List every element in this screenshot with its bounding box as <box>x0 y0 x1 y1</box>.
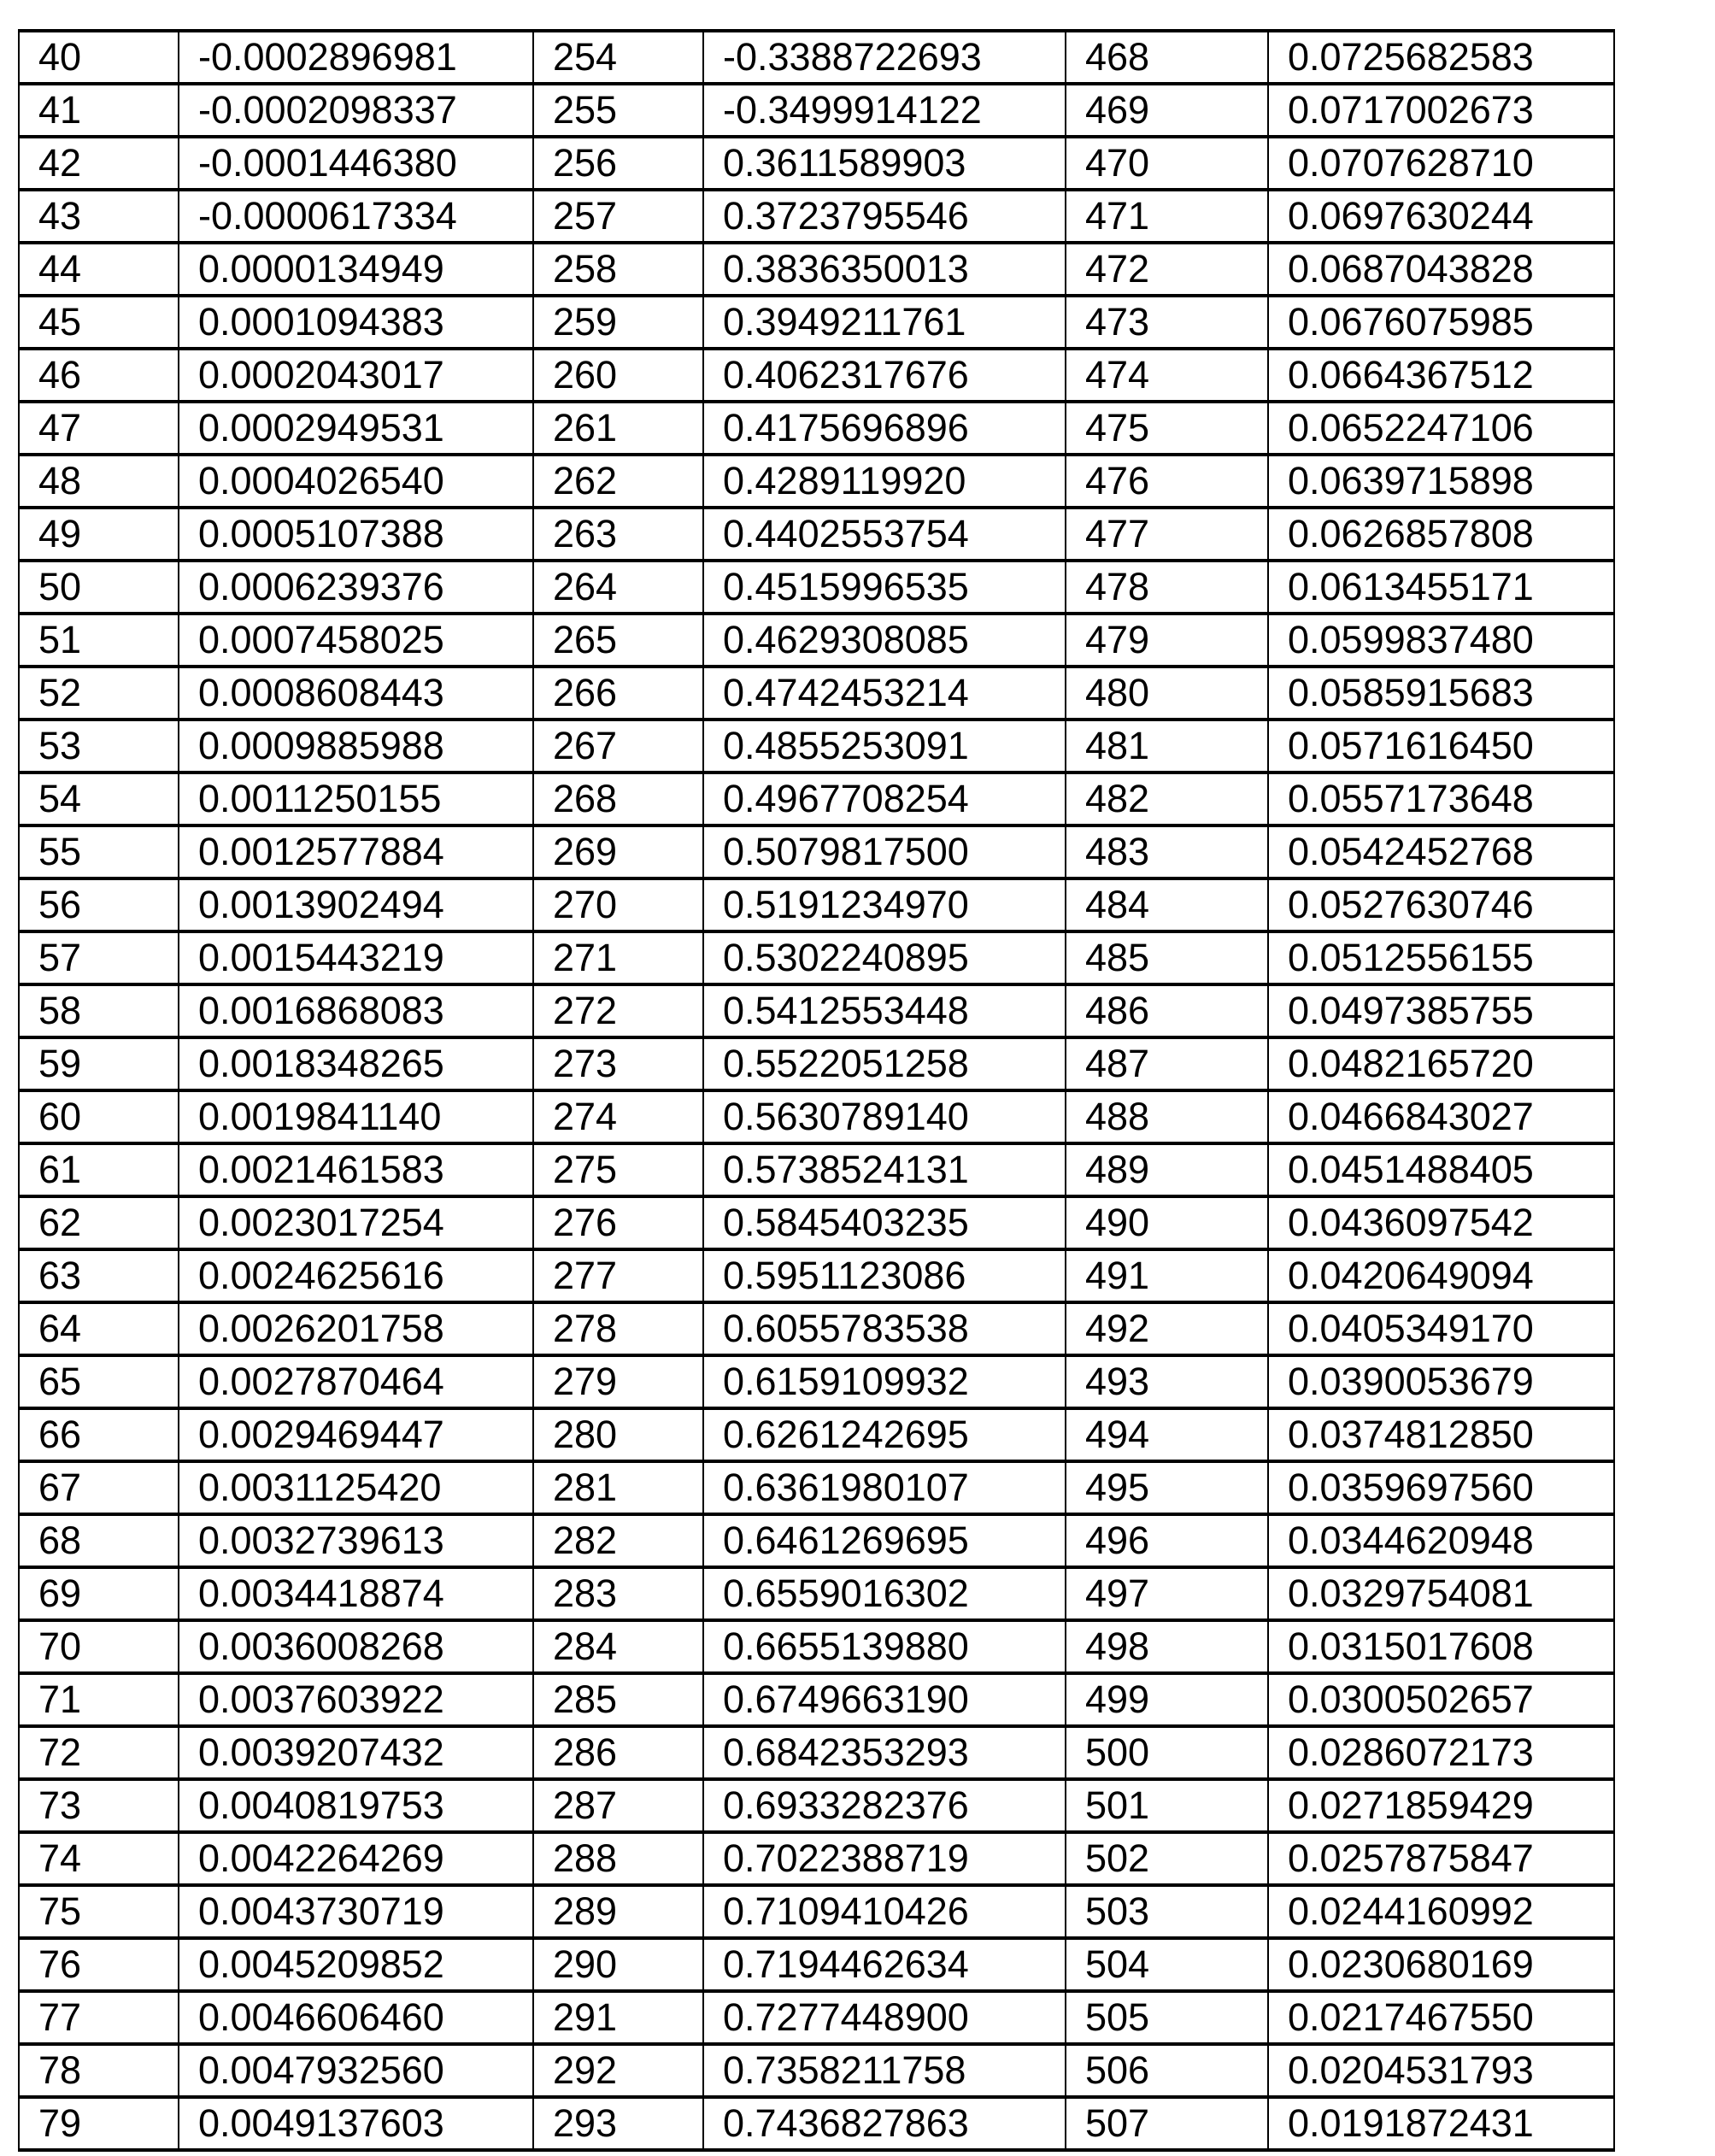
index-cell: 281 <box>533 1461 703 1514</box>
index-cell: 499 <box>1066 1673 1268 1726</box>
index-cell: 472 <box>1066 243 1268 296</box>
value-cell: 0.4402553754 <box>703 508 1066 561</box>
table-row <box>19 2097 1614 2150</box>
value-cell: 0.0012577884 <box>179 825 533 878</box>
value-cell: 0.5191234970 <box>703 878 1066 931</box>
index-cell: 256 <box>533 137 703 190</box>
index-cell: 502 <box>1066 1832 1268 1885</box>
value-cell: 0.5738524131 <box>703 1143 1066 1196</box>
table-row <box>19 1196 1614 1249</box>
value-cell: 0.0725682583 <box>1268 31 1614 84</box>
index-cell: 485 <box>1066 931 1268 984</box>
index-cell: 57 <box>19 931 179 984</box>
value-cell: 0.0420649094 <box>1268 1249 1614 1302</box>
index-cell: 471 <box>1066 190 1268 243</box>
table-row <box>19 878 1614 931</box>
index-cell: 52 <box>19 667 179 720</box>
value-cell: 0.0482165720 <box>1268 1037 1614 1090</box>
index-cell: 254 <box>533 31 703 84</box>
table-row <box>19 1037 1614 1090</box>
value-cell: 0.0016868083 <box>179 984 533 1037</box>
value-cell: 0.0542452768 <box>1268 825 1614 878</box>
index-cell: 48 <box>19 455 179 508</box>
table-row <box>19 190 1614 243</box>
value-cell: 0.6559016302 <box>703 1567 1066 1620</box>
index-cell: 491 <box>1066 1249 1268 1302</box>
index-cell: 73 <box>19 1779 179 1832</box>
index-cell: 279 <box>533 1355 703 1408</box>
index-cell: 477 <box>1066 508 1268 561</box>
index-cell: 292 <box>533 2044 703 2097</box>
index-cell: 79 <box>19 2097 179 2150</box>
index-cell: 475 <box>1066 402 1268 455</box>
index-cell: 274 <box>533 1090 703 1143</box>
value-cell: 0.6933282376 <box>703 1779 1066 1832</box>
index-cell: 72 <box>19 1726 179 1779</box>
value-cell: 0.0039207432 <box>179 1726 533 1779</box>
table-row <box>19 1726 1614 1779</box>
value-cell: 0.0009885988 <box>179 720 533 773</box>
table-row <box>19 1832 1614 1885</box>
value-cell: 0.4629308085 <box>703 614 1066 667</box>
value-cell: 0.0004026540 <box>179 455 533 508</box>
value-cell: 0.0000134949 <box>179 243 533 296</box>
index-cell: 63 <box>19 1249 179 1302</box>
value-cell: 0.0626857808 <box>1268 508 1614 561</box>
table-row <box>19 455 1614 508</box>
index-cell: 53 <box>19 720 179 773</box>
index-cell: 476 <box>1066 455 1268 508</box>
index-cell: 50 <box>19 561 179 614</box>
value-cell: 0.0002949531 <box>179 402 533 455</box>
index-cell: 272 <box>533 984 703 1037</box>
value-cell: -0.0002098337 <box>179 84 533 137</box>
index-cell: 259 <box>533 296 703 349</box>
index-cell: 60 <box>19 1090 179 1143</box>
index-cell: 291 <box>533 1991 703 2044</box>
value-cell: 0.0018348265 <box>179 1037 533 1090</box>
value-cell: 0.0436097542 <box>1268 1196 1614 1249</box>
value-cell: 0.0019841140 <box>179 1090 533 1143</box>
table-row <box>19 2044 1614 2097</box>
value-cell: 0.5951123086 <box>703 1249 1066 1302</box>
value-cell: 0.0344620948 <box>1268 1514 1614 1567</box>
value-cell: 0.4289119920 <box>703 455 1066 508</box>
value-cell: 0.6842353293 <box>703 1726 1066 1779</box>
table-row <box>19 614 1614 667</box>
table-row <box>19 984 1614 1037</box>
value-cell: 0.0034418874 <box>179 1567 533 1620</box>
value-cell: 0.7277448900 <box>703 1991 1066 2044</box>
index-cell: 478 <box>1066 561 1268 614</box>
value-cell: 0.5412553448 <box>703 984 1066 1037</box>
table-body <box>19 31 1614 2150</box>
value-cell: 0.0315017608 <box>1268 1620 1614 1673</box>
index-cell: 283 <box>533 1567 703 1620</box>
value-cell: 0.0687043828 <box>1268 243 1614 296</box>
value-cell: 0.0300502657 <box>1268 1673 1614 1726</box>
value-cell: 0.0037603922 <box>179 1673 533 1726</box>
index-cell: 71 <box>19 1673 179 1726</box>
value-cell: 0.5302240895 <box>703 931 1066 984</box>
index-cell: 265 <box>533 614 703 667</box>
index-cell: 504 <box>1066 1938 1268 1991</box>
index-cell: 492 <box>1066 1302 1268 1355</box>
value-cell: 0.0466843027 <box>1268 1090 1614 1143</box>
value-cell: 0.0013902494 <box>179 878 533 931</box>
value-cell: 0.0664367512 <box>1268 349 1614 402</box>
value-cell: 0.0040819753 <box>179 1779 533 1832</box>
index-cell: 289 <box>533 1885 703 1938</box>
value-cell: 0.0717002673 <box>1268 84 1614 137</box>
table-row <box>19 508 1614 561</box>
table-row <box>19 296 1614 349</box>
value-cell: 0.0639715898 <box>1268 455 1614 508</box>
index-cell: 269 <box>533 825 703 878</box>
value-cell: 0.4855253091 <box>703 720 1066 773</box>
value-cell: 0.0599837480 <box>1268 614 1614 667</box>
table-row <box>19 931 1614 984</box>
index-cell: 276 <box>533 1196 703 1249</box>
value-cell: 0.0512556155 <box>1268 931 1614 984</box>
index-cell: 266 <box>533 667 703 720</box>
index-cell: 45 <box>19 296 179 349</box>
value-cell: 0.0652247106 <box>1268 402 1614 455</box>
index-cell: 65 <box>19 1355 179 1408</box>
index-cell: 493 <box>1066 1355 1268 1408</box>
index-cell: 270 <box>533 878 703 931</box>
table-row <box>19 1249 1614 1302</box>
index-cell: 282 <box>533 1514 703 1567</box>
index-cell: 66 <box>19 1408 179 1461</box>
index-cell: 257 <box>533 190 703 243</box>
index-cell: 263 <box>533 508 703 561</box>
index-cell: 47 <box>19 402 179 455</box>
table-row <box>19 349 1614 402</box>
value-cell: 0.0374812850 <box>1268 1408 1614 1461</box>
index-cell: 264 <box>533 561 703 614</box>
value-cell: 0.0557173648 <box>1268 773 1614 825</box>
value-cell: 0.5845403235 <box>703 1196 1066 1249</box>
value-cell: 0.5522051258 <box>703 1037 1066 1090</box>
table-row <box>19 1461 1614 1514</box>
table-row <box>19 720 1614 773</box>
value-cell: 0.6361980107 <box>703 1461 1066 1514</box>
table-row <box>19 1408 1614 1461</box>
index-cell: 495 <box>1066 1461 1268 1514</box>
value-cell: 0.7358211758 <box>703 2044 1066 2097</box>
value-cell: 0.5630789140 <box>703 1090 1066 1143</box>
value-cell: 0.0049137603 <box>179 2097 533 2150</box>
table-row <box>19 1673 1614 1726</box>
value-cell: 0.3611589903 <box>703 137 1066 190</box>
value-cell: 0.5079817500 <box>703 825 1066 878</box>
value-cell: 0.0585915683 <box>1268 667 1614 720</box>
value-cell: 0.7022388719 <box>703 1832 1066 1885</box>
value-cell: 0.0029469447 <box>179 1408 533 1461</box>
value-cell: 0.6261242695 <box>703 1408 1066 1461</box>
index-cell: 280 <box>533 1408 703 1461</box>
value-cell: 0.0031125420 <box>179 1461 533 1514</box>
index-cell: 255 <box>533 84 703 137</box>
value-cell: -0.3388722693 <box>703 31 1066 84</box>
index-cell: 293 <box>533 2097 703 2150</box>
index-cell: 287 <box>533 1779 703 1832</box>
index-cell: 76 <box>19 1938 179 1991</box>
value-cell: 0.0676075985 <box>1268 296 1614 349</box>
index-cell: 507 <box>1066 2097 1268 2150</box>
index-cell: 61 <box>19 1143 179 1196</box>
value-cell: 0.0015443219 <box>179 931 533 984</box>
value-cell: -0.0002896981 <box>179 31 533 84</box>
value-cell: -0.0001446380 <box>179 137 533 190</box>
value-cell: 0.0043730719 <box>179 1885 533 1938</box>
value-cell: 0.0271859429 <box>1268 1779 1614 1832</box>
index-cell: 42 <box>19 137 179 190</box>
value-cell: 0.0045209852 <box>179 1938 533 1991</box>
value-cell: 0.7109410426 <box>703 1885 1066 1938</box>
index-cell: 284 <box>533 1620 703 1673</box>
index-cell: 490 <box>1066 1196 1268 1249</box>
index-cell: 67 <box>19 1461 179 1514</box>
table-row <box>19 561 1614 614</box>
index-cell: 489 <box>1066 1143 1268 1196</box>
value-cell: 0.4062317676 <box>703 349 1066 402</box>
index-cell: 488 <box>1066 1090 1268 1143</box>
index-cell: 498 <box>1066 1620 1268 1673</box>
value-cell: 0.0257875847 <box>1268 1832 1614 1885</box>
index-cell: 273 <box>533 1037 703 1090</box>
value-cell: 0.0032739613 <box>179 1514 533 1567</box>
index-cell: 75 <box>19 1885 179 1938</box>
table-row <box>19 1885 1614 1938</box>
index-cell: 56 <box>19 878 179 931</box>
value-cell: 0.0006239376 <box>179 561 533 614</box>
index-cell: 49 <box>19 508 179 561</box>
index-cell: 286 <box>533 1726 703 1779</box>
table-row <box>19 667 1614 720</box>
index-cell: 288 <box>533 1832 703 1885</box>
value-cell: 0.7436827863 <box>703 2097 1066 2150</box>
table-row <box>19 773 1614 825</box>
index-cell: 59 <box>19 1037 179 1090</box>
value-cell: 0.0191872431 <box>1268 2097 1614 2150</box>
index-cell: 74 <box>19 1832 179 1885</box>
table-row <box>19 31 1614 84</box>
value-cell: 0.0001094383 <box>179 296 533 349</box>
index-cell: 487 <box>1066 1037 1268 1090</box>
index-cell: 501 <box>1066 1779 1268 1832</box>
value-cell: 0.4515996535 <box>703 561 1066 614</box>
index-cell: 271 <box>533 931 703 984</box>
index-cell: 68 <box>19 1514 179 1567</box>
value-cell: 0.0008608443 <box>179 667 533 720</box>
value-cell: 0.6159109932 <box>703 1355 1066 1408</box>
index-cell: 469 <box>1066 84 1268 137</box>
index-cell: 479 <box>1066 614 1268 667</box>
index-cell: 44 <box>19 243 179 296</box>
value-cell: 0.0011250155 <box>179 773 533 825</box>
table-row <box>19 402 1614 455</box>
index-cell: 494 <box>1066 1408 1268 1461</box>
value-cell: 0.0036008268 <box>179 1620 533 1673</box>
value-cell: -0.0000617334 <box>179 190 533 243</box>
index-cell: 54 <box>19 773 179 825</box>
value-cell: 0.7194462634 <box>703 1938 1066 1991</box>
value-cell: -0.3499914122 <box>703 84 1066 137</box>
value-cell: 0.0027870464 <box>179 1355 533 1408</box>
value-cell: 0.0005107388 <box>179 508 533 561</box>
value-cell: 0.0286072173 <box>1268 1726 1614 1779</box>
value-cell: 0.0002043017 <box>179 349 533 402</box>
index-cell: 69 <box>19 1567 179 1620</box>
index-cell: 285 <box>533 1673 703 1726</box>
table-row <box>19 84 1614 137</box>
table-row <box>19 1567 1614 1620</box>
index-cell: 503 <box>1066 1885 1268 1938</box>
table-row <box>19 1620 1614 1673</box>
index-cell: 51 <box>19 614 179 667</box>
index-cell: 262 <box>533 455 703 508</box>
value-cell: 0.6461269695 <box>703 1514 1066 1567</box>
value-cell: 0.3836350013 <box>703 243 1066 296</box>
index-cell: 278 <box>533 1302 703 1355</box>
index-cell: 41 <box>19 84 179 137</box>
value-cell: 0.0405349170 <box>1268 1302 1614 1355</box>
value-cell: 0.0217467550 <box>1268 1991 1614 2044</box>
index-cell: 275 <box>533 1143 703 1196</box>
value-cell: 0.6055783538 <box>703 1302 1066 1355</box>
index-cell: 505 <box>1066 1991 1268 2044</box>
index-cell: 482 <box>1066 773 1268 825</box>
value-cell: 0.0244160992 <box>1268 1885 1614 1938</box>
value-cell: 0.6655139880 <box>703 1620 1066 1673</box>
table-row <box>19 1991 1614 2044</box>
value-cell: 0.4175696896 <box>703 402 1066 455</box>
value-cell: 0.3723795546 <box>703 190 1066 243</box>
value-cell: 0.0042264269 <box>179 1832 533 1885</box>
table-row <box>19 1938 1614 1991</box>
value-cell: 0.0571616450 <box>1268 720 1614 773</box>
index-cell: 46 <box>19 349 179 402</box>
index-cell: 474 <box>1066 349 1268 402</box>
index-cell: 290 <box>533 1938 703 1991</box>
value-cell: 0.0047932560 <box>179 2044 533 2097</box>
table-row <box>19 1090 1614 1143</box>
value-cell: 0.0497385755 <box>1268 984 1614 1037</box>
index-cell: 484 <box>1066 878 1268 931</box>
value-cell: 0.0697630244 <box>1268 190 1614 243</box>
value-cell: 0.6749663190 <box>703 1673 1066 1726</box>
value-cell: 0.0359697560 <box>1268 1461 1614 1514</box>
index-cell: 261 <box>533 402 703 455</box>
index-cell: 70 <box>19 1620 179 1673</box>
value-cell: 0.0451488405 <box>1268 1143 1614 1196</box>
value-cell: 0.0024625616 <box>179 1249 533 1302</box>
value-cell: 0.0204531793 <box>1268 2044 1614 2097</box>
value-cell: 0.0707628710 <box>1268 137 1614 190</box>
value-cell: 0.0613455171 <box>1268 561 1614 614</box>
index-cell: 500 <box>1066 1726 1268 1779</box>
index-cell: 58 <box>19 984 179 1037</box>
index-cell: 258 <box>533 243 703 296</box>
table-row <box>19 1143 1614 1196</box>
index-cell: 78 <box>19 2044 179 2097</box>
index-cell: 480 <box>1066 667 1268 720</box>
index-cell: 277 <box>533 1249 703 1302</box>
value-cell: 0.3949211761 <box>703 296 1066 349</box>
index-cell: 486 <box>1066 984 1268 1037</box>
index-cell: 40 <box>19 31 179 84</box>
table-row <box>19 243 1614 296</box>
value-cell: 0.0046606460 <box>179 1991 533 2044</box>
value-cell: 0.0007458025 <box>179 614 533 667</box>
index-cell: 260 <box>533 349 703 402</box>
value-cell: 0.0023017254 <box>179 1196 533 1249</box>
index-cell: 468 <box>1066 31 1268 84</box>
data-table <box>18 29 1615 2152</box>
table-row <box>19 1779 1614 1832</box>
index-cell: 43 <box>19 190 179 243</box>
index-cell: 506 <box>1066 2044 1268 2097</box>
index-cell: 473 <box>1066 296 1268 349</box>
value-cell: 0.0230680169 <box>1268 1938 1614 1991</box>
index-cell: 77 <box>19 1991 179 2044</box>
value-cell: 0.0390053679 <box>1268 1355 1614 1408</box>
index-cell: 55 <box>19 825 179 878</box>
value-cell: 0.0026201758 <box>179 1302 533 1355</box>
index-cell: 470 <box>1066 137 1268 190</box>
index-cell: 64 <box>19 1302 179 1355</box>
index-cell: 268 <box>533 773 703 825</box>
index-cell: 497 <box>1066 1567 1268 1620</box>
value-cell: 0.0021461583 <box>179 1143 533 1196</box>
value-cell: 0.0527630746 <box>1268 878 1614 931</box>
table-row <box>19 1302 1614 1355</box>
table-row <box>19 825 1614 878</box>
index-cell: 267 <box>533 720 703 773</box>
value-cell: 0.4742453214 <box>703 667 1066 720</box>
index-cell: 483 <box>1066 825 1268 878</box>
value-cell: 0.4967708254 <box>703 773 1066 825</box>
index-cell: 481 <box>1066 720 1268 773</box>
value-cell: 0.0329754081 <box>1268 1567 1614 1620</box>
index-cell: 62 <box>19 1196 179 1249</box>
table-row <box>19 137 1614 190</box>
table-row <box>19 1355 1614 1408</box>
index-cell: 496 <box>1066 1514 1268 1567</box>
table-row <box>19 1514 1614 1567</box>
